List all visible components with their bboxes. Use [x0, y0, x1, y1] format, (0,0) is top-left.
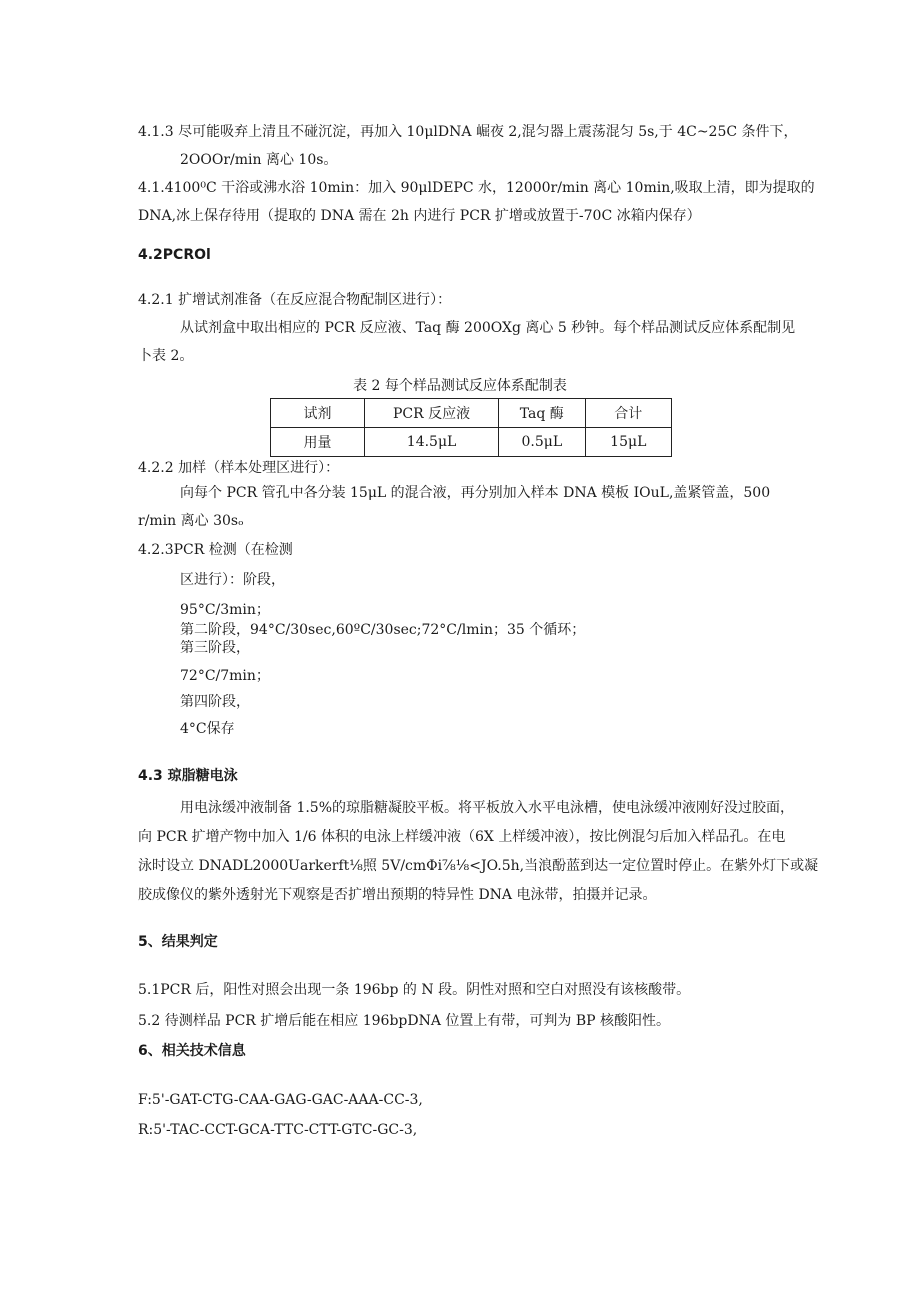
para-4-3-line2: 向 PCR 扩增产物中加入 1/6 体积的电泳上样缓冲液（6X 上样缓冲液），按比例混匀后加入样品孔。在电 [138, 829, 786, 845]
table-cell: 用量 [271, 428, 365, 457]
heading-4-3: 4.3 琼脂糖电泳 [138, 768, 238, 784]
para-4-1-3-line2: 2OOOr/min 离心 10s。 [180, 152, 338, 168]
para-4-2-1-line2: 卜表 2。 [138, 348, 194, 364]
para-4-2-3-title: 4.2.3PCR 检测（在检测 [138, 542, 293, 558]
para-4-2-1-title: 4.2.1 扩增试剂准备（在反应混合物配制区进行）： [138, 292, 452, 308]
para-4-1-3-line1: 4.1.3 尽可能吸弃上清且不碰沉淀，再加入 10μlDNA 崛夜 2,混匀器上震荡混匀 5s,于 4C~25C 条件下， [138, 124, 798, 140]
heading-6: 6、相关技术信息 [138, 1043, 246, 1059]
primer-forward: F:5'-GAT-CTG-CAA-GAG-GAC-AAA-CC-3, [138, 1092, 423, 1108]
para-4-2-2-line2: r/min 离心 30sₒ [138, 513, 244, 529]
para-4-1-4-line1: 4.1.4100⁰C 干浴或沸水浴 10min：加入 90μlDEPC 水，12000r/min 离心 10min,吸取上清，即为提取的 [138, 180, 815, 196]
table-header-cell: 试剂 [271, 399, 365, 428]
table-row [271, 428, 672, 457]
pcr-stage-line: 第四阶段， [180, 694, 250, 710]
heading-5: 5、结果判定 [138, 934, 218, 950]
result-line: 5.1PCR 后，阳性对照会出现一条 196bp 的 N 段。阴性对照和空白对照没有该核酸带。 [138, 982, 691, 998]
result-line: 5.2 待测样品 PCR 扩增后能在相应 196bpDNA 位置上有带，可判为 BP 核酸阳性。 [138, 1013, 671, 1029]
pcr-stage-line: 72°C/7min； [180, 668, 270, 684]
para-4-3-line4: 胶成像仪的紫外透射光下观察是否扩增出预期的特异性 DNA 电泳带，拍摄并记录。 [138, 887, 657, 903]
table-header-cell: PCR 反应液 [365, 399, 499, 428]
table-caption: 表 2 每个样品测试反应体系配制表 [353, 378, 567, 394]
para-4-1-4-line2: DNA,冰上保存待用（提取的 DNA 需在 2h 内进行 PCR 扩增或放置于-70C 冰箱内保存） [138, 208, 701, 224]
heading-4-2: 4.2PCROl [138, 247, 211, 263]
pcr-stage-line: 第二阶段，94°C/30sec,60ºC/30sec;72°C/lmin；35 个循环； [180, 622, 586, 638]
pcr-stage-line: 第三阶段， [180, 640, 250, 656]
para-4-3-line3: 泳时设立 DNADL2000Uarkerft⅛照 5V/cmΦi⅞⅛<JO.5h,当浪酚蓝到达一定位置时停止。在紫外灯下或凝 [138, 858, 819, 874]
pcr-stage-line: 4°C保存 [180, 721, 235, 737]
table-cell: 15μL [585, 428, 671, 457]
primer-reverse: R:5'-TAC-CCT-GCA-TTC-CTT-GTC-GC-3, [138, 1122, 418, 1138]
para-4-2-1-line1: 从试剂盒中取出相应的 PCR 反应液、Taq 酶 200OXg 离心 5 秒钟。每个样品测试反应体系配制见 [180, 320, 796, 336]
pcr-stage-line: 95°C/3min； [180, 602, 270, 618]
table-cell: 14.5μL [365, 428, 499, 457]
para-4-3-line1: 用电泳缓冲液制备 1.5%的琼脂糖凝胶平板。将平板放入水平电泳槽，使电泳缓冲液刚好没过胶面， [180, 800, 795, 816]
table-header-row [271, 399, 672, 428]
para-4-2-2-line1: 向每个 PCR 管孔中各分装 15μL 的混合液，再分别加入样本 DNA 模板 IOuL,盖紧管盖，500 [180, 485, 771, 501]
table-header-cell: Taq 酶 [499, 399, 585, 428]
para-4-2-2-title: 4.2.2 加样（样本处理区进行）： [138, 460, 340, 476]
pcr-stage-line: 区进行）：阶段， [180, 572, 285, 588]
table-header-cell: 合计 [585, 399, 671, 428]
reagent-table [270, 398, 672, 457]
table-cell: 0.5μL [499, 428, 585, 457]
